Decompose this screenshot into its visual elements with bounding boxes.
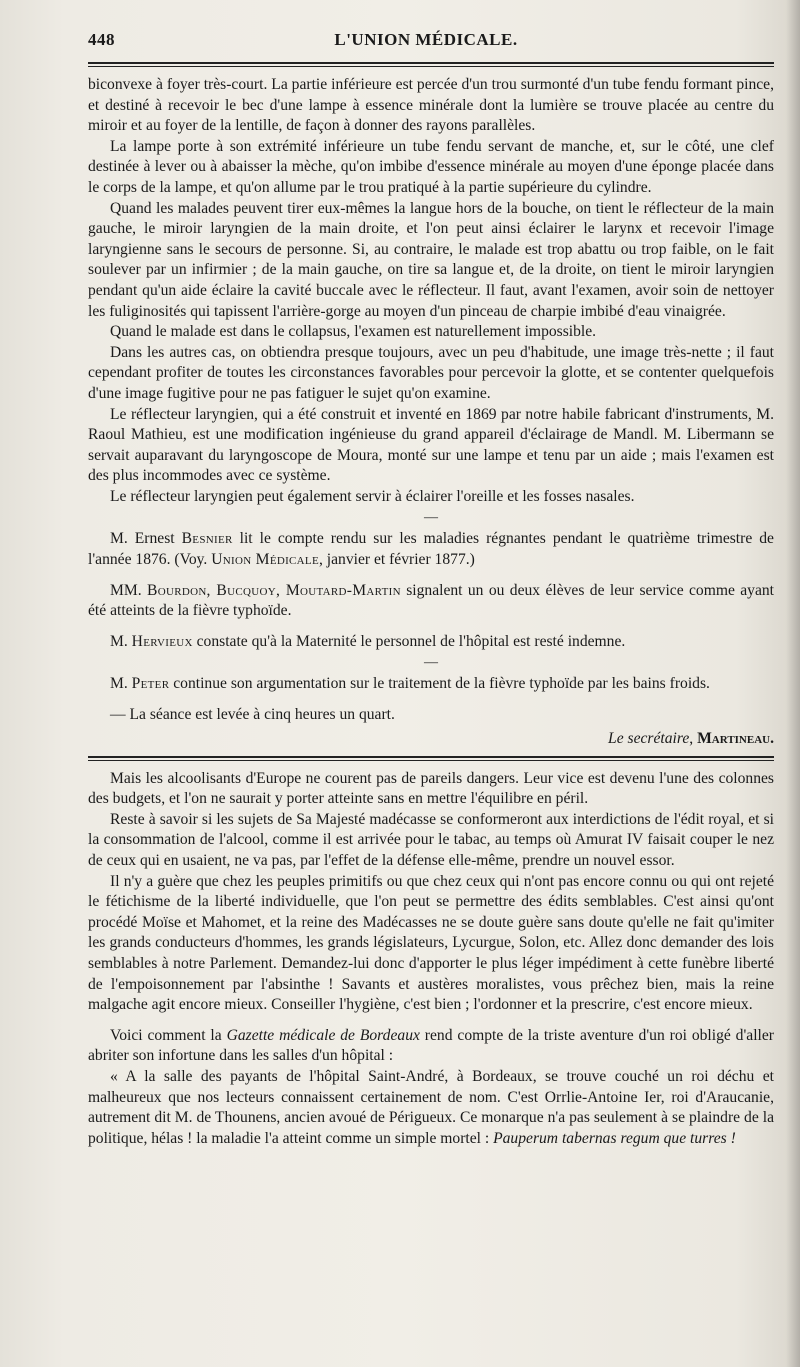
paragraph-primitive-peoples: Il n'y a guère que chez les peuples primitifs ou que chez ceux qui n'ont pas encore connu ou qui ont rejeté le fétichisme de la liberté individuelle, que l'on peut se permettre des édits semblables. C'est ainsi qu'ont procédé Moïse et Mahomet, et la reine des Madécasses ne se doute guère sans doute qu'elle ne fait qu'imiter les grands conducteurs d'hommes, les grands législateurs, Lycurgue, Solon, etc. Allez donc demander des lois semblables à notre Parlement. Demandez-lui donc d'apporter le plus léger impédiment à cette funèbre liberté de l'empoisonnement par l'absinthe ! Savants et austères moralistes, vous prêchez bien, mais la reine malgache agit encore mieux. Conseiller l'hygiène, c'est bien ; l'ordonner et la prescrire, c'est encore mieux. xyxy=(88,872,774,1014)
text-fragment: M. xyxy=(110,632,132,650)
speaker-names: Bourdon, Bucquoy, Moutard-Martin xyxy=(147,581,401,599)
text-fragment: continue son argumentation sur le traitement de la fièvre typhoïde par les bains froids. xyxy=(169,675,710,693)
text-fragment: MM. xyxy=(110,581,147,599)
paragraph-typhoid-cases xyxy=(88,581,774,622)
paragraph-king-araucania xyxy=(88,1067,774,1149)
separator-dash: — xyxy=(424,510,438,526)
society-report xyxy=(88,75,774,750)
paragraph-lamp-handle: La lampe porte à son extrémité inférieure un tube fendu servant de manche, et, sur le côté, une clef destinée à lever ou à abaisser la mèche, qu'on imbibe d'essence minérale au moyen d'une éponge placée dans le corps de la lampe, et qu'on allume par le trou pratiqué à la partie supérieure du cylindre. xyxy=(88,137,774,196)
source-title: Gazette médicale de Bordeaux xyxy=(226,1026,420,1044)
signature: Le secrétaire, Martineau. xyxy=(608,729,774,747)
paragraph-session-closed: — La séance est levée à cinq heures un quart. xyxy=(110,706,395,724)
journal-title: L'UNION MÉDICALE. xyxy=(334,30,518,49)
paragraph-reflector-uses: Le réflecteur laryngien peut également servir à éclairer l'oreille et les fosses nasales. xyxy=(110,487,635,505)
text-fragment: M. xyxy=(110,675,132,693)
page-number: 448 xyxy=(88,30,115,49)
text-fragment: signalent un ou deux élèves de leur service comme ayant été atteints de la fièvre typhoïde. xyxy=(88,581,775,620)
text-fragment: constate qu'à la Maternité le personnel de l'hôpital est resté indemne. xyxy=(192,632,626,650)
paragraph-examination-method: Quand les malades peuvent tirer eux-mêmes la langue hors de la bouche, on tient le réflecteur de la main gauche, le miroir laryngien de la main droite, et l'on peut ainsi éclairer le larynx et recevoir l'image laryngienne sans le secours de personne. Si, au contraire, le malade est trop abattu ou trop faible, on le fait soulever par un infirmier ; de la main gauche, on tire sa langue et, de la droite, on tient le miroir laryngien pendant qu'un aide éclaire la cavité buccale avec le réflecteur. Il faut, avant l'examen, avoir soin de nettoyer les fuliginosités qui tapissent l'arrière-gorge au moyen d'un pinceau de charpie imbibé d'eau vinaigrée. xyxy=(88,199,774,320)
separator-dash: — xyxy=(424,655,438,671)
header-rule xyxy=(88,62,774,67)
paragraph-hervieux xyxy=(88,632,774,653)
paragraph-royal-edict: Reste à savoir si les sujets de Sa Majesté madécasse se conformeront aux interdictions de l'édit royal, et si la consommation de l'alcool, comme il est arrivée pour le tabac, au temps où Amurat IV faisait couper le nez de ceux qui en usaient, ne va pas, par l'effet de la défense elle-même, prendre un nouvel essor. xyxy=(88,810,774,869)
speaker-name: Peter xyxy=(131,675,170,693)
journal-reference: Union Médicale xyxy=(211,551,319,569)
text-fragment: « A la salle des payants de l'hôpital Saint-André, à Bordeaux, se trouve couché un roi déchu et malheureux que nos lecteurs connaissent certainement de nom. C'est Orrlie-Antoine Ier, roi d'Araucanie, autrement dit M. de Thounens, ancien avoué de Périgueux. Ce monarque n'a pas seulement à se plaindre de la politique, hélas ! la maladie l'a atteint comme un simple mortel : xyxy=(88,1067,774,1147)
latin-quote: Pauperum tabernas regum que turres ! xyxy=(493,1129,736,1147)
paragraph-besnier xyxy=(88,529,774,570)
section-rule xyxy=(88,756,774,761)
feuilleton xyxy=(88,769,774,1150)
paragraph-gazette-intro xyxy=(88,1026,774,1067)
text-fragment: M. Ernest xyxy=(110,530,182,548)
text-fragment: , janvier et février 1877.) xyxy=(318,551,475,569)
signature-role: Le secrétaire xyxy=(608,729,690,747)
speaker-name: Hervieux xyxy=(131,632,193,650)
text-fragment: lit le compte rendu sur les maladies régnantes pendant le quatrième trimestre de l'année 1876. (Voy. xyxy=(88,530,774,569)
paragraph-other-cases: Dans les autres cas, on obtiendra presque toujours, avec un peu d'habitude, une image très-nette ; il faut cependant profiter de toutes les circonstances favorables pour percevoir la glotte, et se contenter quelquefois d'une image fugitive pour ne pas fatiguer le sujet qu'on examine. xyxy=(88,343,774,402)
paragraph-collapsus: Quand le malade est dans le collapsus, l'examen est naturellement impossible. xyxy=(110,323,597,341)
speaker-name: Besnier xyxy=(181,530,233,548)
signature-name: Martineau. xyxy=(697,729,774,747)
paragraph-lamp-description: biconvexe à foyer très-court. La partie inférieure est percée d'un trou surmonté d'un tube fendu formant pince, et destiné à recevoir le bec d'une lampe à essence minérale dont la lumière se trouve placée au centre du miroir et au foyer de la lentille, de façon à donner des rayons parallèles. xyxy=(88,76,774,135)
paragraph-alcohol-budgets: Mais les alcoolisants d'Europe ne courent pas de pareils dangers. Leur vice est devenu l'une des colonnes des budgets, et l'on ne saurait y porter atteinte sans en mettre l'équilibre en péril. xyxy=(88,769,774,808)
text-fragment: Voici comment la xyxy=(110,1026,227,1044)
page-edge-shadow xyxy=(786,0,800,1367)
text-fragment: rend compte de la triste aventure d'un roi obligé d'aller abriter son infortune dans les salles d'un hôpital : xyxy=(88,1026,774,1065)
paragraph-reflector-origin: Le réflecteur laryngien, qui a été construit et inventé en 1869 par notre habile fabricant d'instruments, M. Raoul Mathieu, est une modification ingénieuse du grand appareil d'éclairage de Mandl. M. Libermann se servait auparavant du laryngoscope de Moura, monté sur une lampe et tenu par un aide ; mais l'examen est des plus incommodes avec ce système. xyxy=(88,405,774,485)
paragraph-peter xyxy=(88,674,774,695)
running-head xyxy=(88,30,774,60)
